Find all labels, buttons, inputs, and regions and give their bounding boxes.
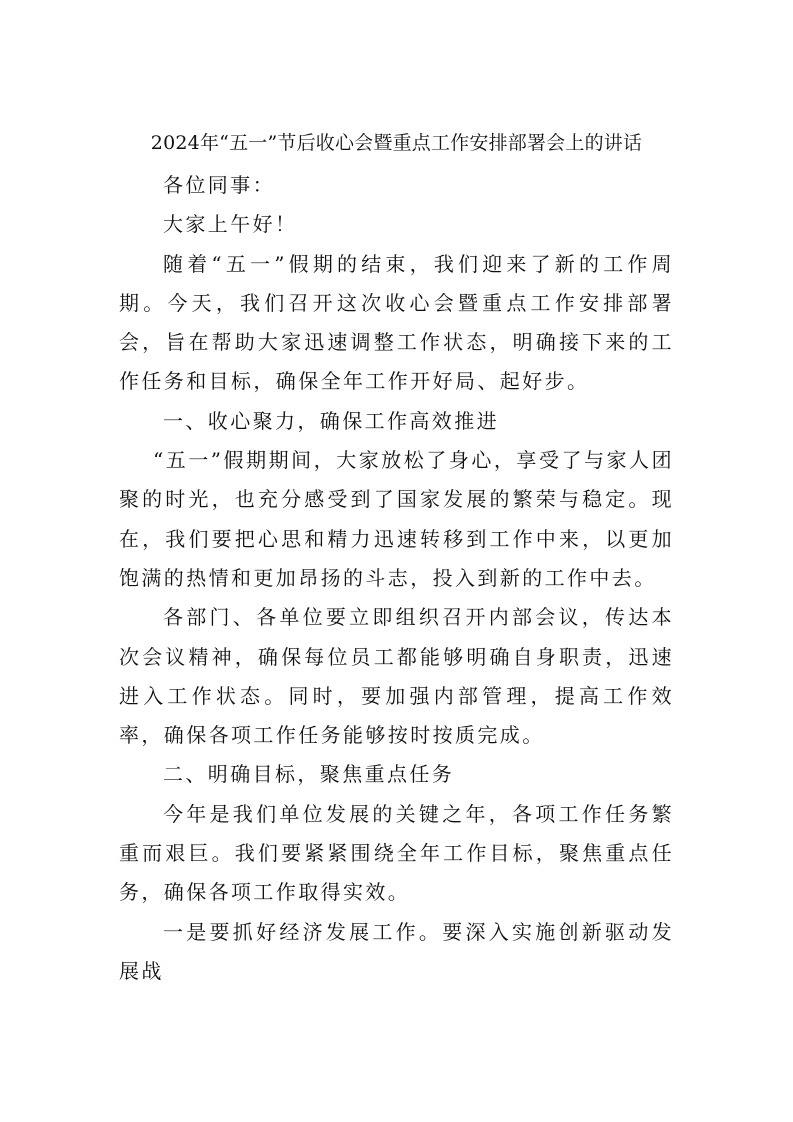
- section-2-paragraph-1: 今年是我们单位发展的关键之年，各项工作任务繁重而艰巨。我们要紧紧围绕全年工作目标，聚焦重点任务，确保各项工作取得实效。: [119, 801, 674, 905]
- section-1-paragraph-1: “五一”假期期间，大家放松了身心，享受了与家人团聚的时光，也充分感受到了国家发展的繁荣与稳定。现在，我们要把心思和精力迅速转移到工作中来，以更加饱满的热情和更加昂扬的斗志，投入到新的工作中去。: [119, 448, 674, 590]
- intro-paragraph: 随着“五一”假期的结束，我们迎来了新的工作周期。今天，我们召开这次收心会暨重点工作安排部署会，旨在帮助大家迅速调整工作状态，明确接下来的工作任务和目标，确保全年工作开好局、起好步。: [119, 251, 674, 394]
- document-title: 2024年“五一”节后收心会暨重点工作安排部署会上的讲话: [150, 132, 643, 154]
- section-heading-1: 一、收心聚力，确保工作高效推进: [163, 408, 499, 433]
- section-2-paragraph-2: 一是要抓好经济发展工作。要深入实施创新驱动发展战: [119, 919, 674, 983]
- greeting: 大家上午好！: [163, 212, 298, 237]
- section-1-paragraph-2: 各部门、各单位要立即组织召开内部会议，传达本次会议精神，确保每位员工都能够明确自身职责，迅速进入工作状态。同时，要加强内部管理，提高工作效率，确保各项工作任务能够按时按质完成。: [119, 605, 674, 748]
- salutation: 各位同事：: [163, 173, 275, 197]
- section-heading-2: 二、明确目标，聚焦重点任务: [163, 762, 455, 787]
- document-body: [119, 166, 674, 991]
